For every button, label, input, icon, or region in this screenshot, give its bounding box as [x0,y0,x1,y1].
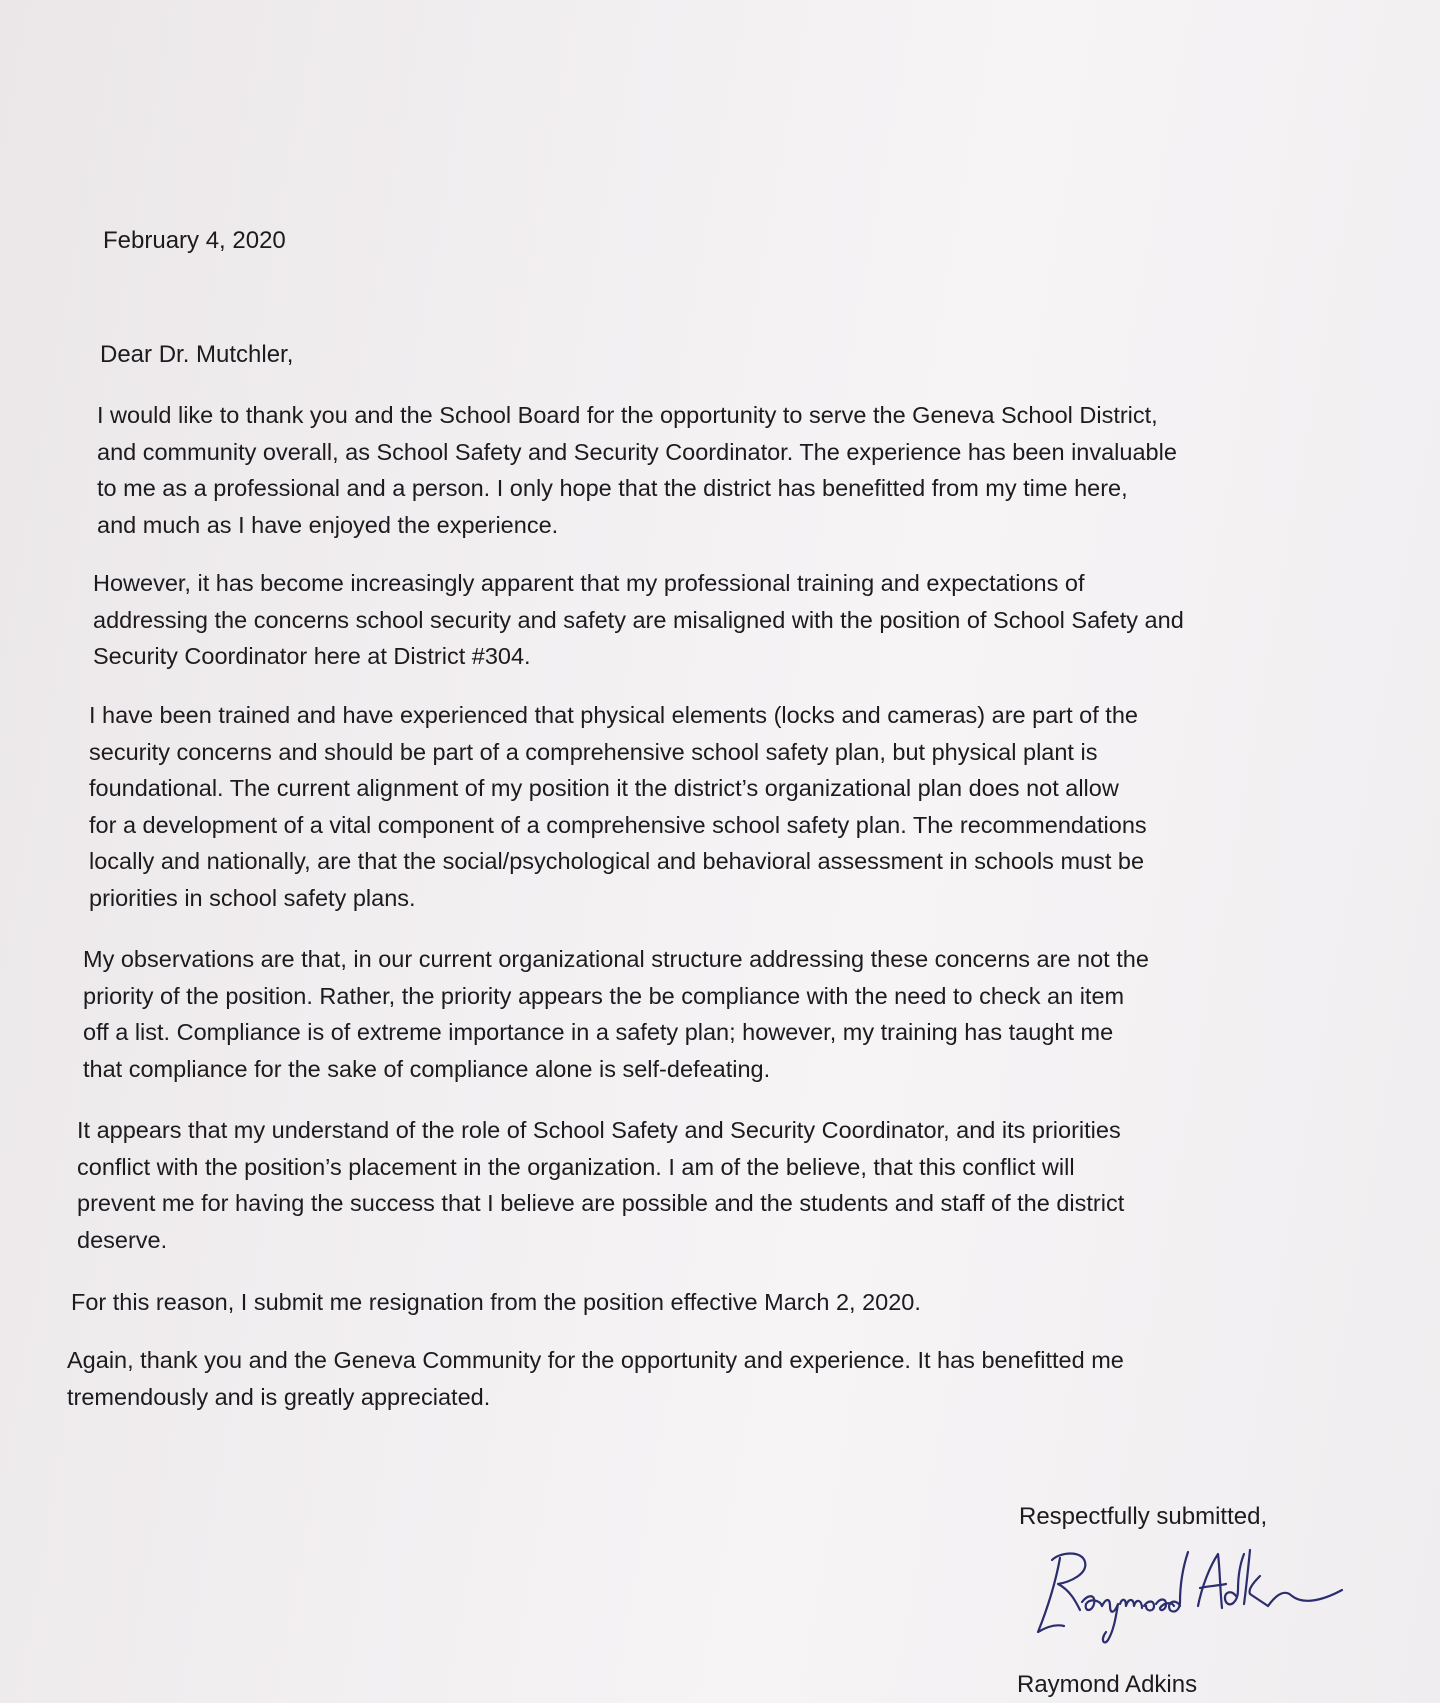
salutation: Dear Dr. Mutchler, [100,341,294,368]
signer-name: Raymond Adkins [1017,1671,1198,1698]
paragraph-1 [97,397,1177,543]
paragraph-line: and much as I have enjoyed the experience. [97,511,559,538]
paragraph-line: foundational. The current alignment of my position it the district’s organizational plan does not allow [89,775,1119,801]
paragraph-line: addressing the concerns school security and safety are misaligned with the position of School Safety and [93,606,1184,633]
paragraph-6 [71,1284,921,1321]
paragraph-7 [67,1342,1124,1415]
paragraph-line: I have been trained and have experienced that physical elements (locks and cameras) are part of the [89,702,1138,728]
paragraph-2 [93,565,1184,675]
paragraph-line: to me as a professional and a person. I only hope that the district has benefitted from my time here, [97,475,1128,501]
paragraph-3 [89,697,1147,916]
paragraph-line: deserve. [77,1226,168,1253]
paragraph-line: conflict with the position’s placement in the organization. I am of the believe, that this conflict will [77,1153,1075,1180]
paragraph-line: priority of the position. Rather, the priority appears the be compliance with the need to check an item [83,982,1125,1009]
signature-image [1030,1540,1350,1650]
paragraph-line: priorities in school safety plans. [89,884,416,911]
paragraph-5 [77,1112,1124,1258]
paragraph-line: prevent me for having the success that I believe are possible and the students and staff of the district [77,1190,1125,1216]
paragraph-line: My observations are that, in our current organizational structure addressing these concerns are not the [83,946,1149,972]
paragraph-line: off a list. Compliance is of extreme importance in a safety plan; however, my training has taught me [83,1019,1114,1045]
paragraph-line: tremendously and is greatly appreciated. [67,1383,491,1410]
paragraph-line: For this reason, I submit me resignation from the position effective March 2, 2020. [71,1289,921,1315]
paragraph-line: and community overall, as School Safety and Security Coordinator. The experience has been invaluable [97,438,1177,465]
paragraph-line: Again, thank you and the Geneva Community for the opportunity and experience. It has benefitted me [67,1347,1124,1373]
letter-date: February 4, 2020 [103,227,286,254]
paragraph-line: locally and nationally, are that the social/psychological and behavioral assessment in schools must be [89,848,1145,874]
paragraph-line: I would like to thank you and the School Board for the opportunity to serve the Geneva School District, [97,402,1158,428]
closing: Respectfully submitted, [1019,1503,1268,1530]
paragraph-line: for a development of a vital component of a comprehensive school safety plan. The recommendations [89,811,1147,838]
paragraph-line: security concerns and should be part of a comprehensive school safety plan, but physical plant is [89,738,1098,765]
paragraph-line: Security Coordinator here at District #304. [93,643,531,669]
paragraph-line: It appears that my understand of the role of School Safety and Security Coordinator, and its priorities [77,1117,1121,1143]
paragraph-line: However, it has become increasingly apparent that my professional training and expectations of [93,570,1085,596]
paragraph-4 [83,941,1149,1087]
paragraph-line: that compliance for the sake of compliance alone is self-defeating. [83,1055,771,1082]
